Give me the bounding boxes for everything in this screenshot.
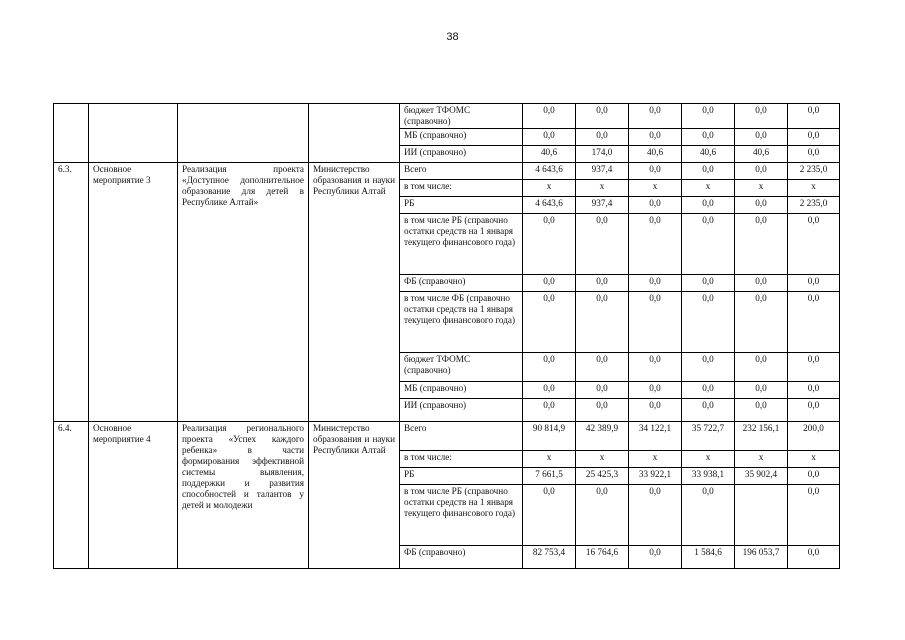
funding-source-cell: в том числе:	[400, 180, 523, 197]
value-cell-5: 196 053,7	[735, 546, 788, 569]
funding-source-cell: МБ (справочно)	[400, 129, 523, 146]
cell-type-continued	[89, 104, 178, 163]
value-cell-3: 0,0	[629, 129, 682, 146]
value-cell-2: 42 389,9	[576, 422, 629, 451]
section-description: Реализация регионального проекта «Успех каждого ребенка» в части формирования эффективной системы выявления, поддержки и развития способностей и талантов у детей и молодежи	[178, 422, 309, 569]
value-cell-2: 0,0	[576, 104, 629, 129]
table-row	[54, 163, 840, 180]
cell-number-continued	[54, 104, 89, 163]
value-cell-2: 937,4	[576, 197, 629, 214]
value-cell-3: 33 922,1	[629, 468, 682, 485]
value-cell-3: 0,0	[629, 382, 682, 399]
value-cell-5	[735, 485, 788, 546]
section-description: Реализация проекта «Доступное дополнительное образование для детей в Республике Алтай»	[178, 163, 309, 422]
value-cell-3: 0,0	[629, 485, 682, 546]
value-cell-2: 0,0	[576, 292, 629, 353]
value-cell-1: x	[523, 180, 576, 197]
value-cell-1: 0,0	[523, 353, 576, 382]
value-cell-4: 35 722,7	[682, 422, 735, 451]
funding-source-cell: в том числе РБ (справочно остатки средств на 1 января текущего финансового года)	[400, 485, 523, 546]
section-type: Основное мероприятие 3	[89, 163, 178, 422]
value-cell-2: 0,0	[576, 275, 629, 292]
value-cell-6: 0,0	[788, 292, 840, 353]
value-cell-4: 0,0	[682, 214, 735, 275]
value-cell-3: 0,0	[629, 353, 682, 382]
value-cell-5: 0,0	[735, 129, 788, 146]
value-cell-2: 937,4	[576, 163, 629, 180]
value-cell-6: x	[788, 451, 840, 468]
page-number: 38	[446, 31, 459, 43]
value-cell-5: x	[735, 451, 788, 468]
value-cell-1: 90 814,9	[523, 422, 576, 451]
value-cell-1: 4 643,6	[523, 163, 576, 180]
value-cell-5: x	[735, 180, 788, 197]
funding-source-cell: в том числе ФБ (справочно остатки средств на 1 января текущего финансового года)	[400, 292, 523, 353]
section-executor: Министерство образования и науки Республики Алтай	[309, 163, 400, 422]
value-cell-3: 0,0	[629, 546, 682, 569]
value-cell-3: 40,6	[629, 146, 682, 163]
value-cell-6: 0,0	[788, 485, 840, 546]
value-cell-5: 0,0	[735, 292, 788, 353]
budget-table	[53, 103, 840, 569]
value-cell-6: 0,0	[788, 399, 840, 422]
funding-source-cell: Всего	[400, 422, 523, 451]
value-cell-6: 0,0	[788, 353, 840, 382]
value-cell-4: x	[682, 180, 735, 197]
value-cell-6: 0,0	[788, 146, 840, 163]
value-cell-2: 16 764,6	[576, 546, 629, 569]
value-cell-6: 200,0	[788, 422, 840, 451]
value-cell-1: 0,0	[523, 382, 576, 399]
funding-source-cell: в том числе:	[400, 451, 523, 468]
value-cell-6: 0,0	[788, 382, 840, 399]
value-cell-3: 0,0	[629, 399, 682, 422]
value-cell-1: 40,6	[523, 146, 576, 163]
value-cell-4: 0,0	[682, 292, 735, 353]
value-cell-4: 40,6	[682, 146, 735, 163]
value-cell-2: 0,0	[576, 214, 629, 275]
value-cell-4: 0,0	[682, 104, 735, 129]
value-cell-4: 0,0	[682, 399, 735, 422]
value-cell-5: 40,6	[735, 146, 788, 163]
value-cell-2: 0,0	[576, 485, 629, 546]
value-cell-5: 0,0	[735, 214, 788, 275]
funding-source-cell: МБ (справочно)	[400, 382, 523, 399]
value-cell-3: 0,0	[629, 214, 682, 275]
value-cell-1: 0,0	[523, 104, 576, 129]
value-cell-4: 33 938,1	[682, 468, 735, 485]
value-cell-5: 0,0	[735, 382, 788, 399]
value-cell-5: 0,0	[735, 163, 788, 180]
value-cell-3: 0,0	[629, 197, 682, 214]
value-cell-1: 0,0	[523, 485, 576, 546]
value-cell-3: x	[629, 180, 682, 197]
funding-source-cell: ФБ (справочно)	[400, 275, 523, 292]
value-cell-5: 0,0	[735, 104, 788, 129]
value-cell-3: 0,0	[629, 104, 682, 129]
value-cell-4: 0,0	[682, 485, 735, 546]
value-cell-1: x	[523, 451, 576, 468]
funding-source-cell: бюджет ТФОМС (справочно)	[400, 353, 523, 382]
value-cell-6: 2 235,0	[788, 197, 840, 214]
value-cell-6: 0,0	[788, 129, 840, 146]
value-cell-6: 0,0	[788, 275, 840, 292]
value-cell-1: 0,0	[523, 129, 576, 146]
value-cell-5: 0,0	[735, 197, 788, 214]
cell-description-continued	[178, 104, 309, 163]
section-number: 6.4.	[54, 422, 89, 569]
value-cell-5: 0,0	[735, 399, 788, 422]
value-cell-3: 34 122,1	[629, 422, 682, 451]
value-cell-4: 1 584,6	[682, 546, 735, 569]
value-cell-5: 0,0	[735, 275, 788, 292]
value-cell-1: 82 753,4	[523, 546, 576, 569]
value-cell-2: 174,0	[576, 146, 629, 163]
value-cell-5: 232 156,1	[735, 422, 788, 451]
value-cell-6: 0,0	[788, 546, 840, 569]
value-cell-1: 7 661,5	[523, 468, 576, 485]
value-cell-2: 0,0	[576, 353, 629, 382]
value-cell-6: 0,0	[788, 104, 840, 129]
value-cell-1: 0,0	[523, 292, 576, 353]
value-cell-6: 0,0	[788, 468, 840, 485]
value-cell-2: x	[576, 180, 629, 197]
value-cell-1: 0,0	[523, 399, 576, 422]
value-cell-1: 0,0	[523, 214, 576, 275]
value-cell-2: 25 425,3	[576, 468, 629, 485]
value-cell-1: 4 643,6	[523, 197, 576, 214]
section-executor: Министерство образования и науки Республики Алтай	[309, 422, 400, 569]
value-cell-4: 0,0	[682, 382, 735, 399]
value-cell-4: 0,0	[682, 163, 735, 180]
value-cell-5: 0,0	[735, 353, 788, 382]
value-cell-4: 0,0	[682, 197, 735, 214]
value-cell-6: 2 235,0	[788, 163, 840, 180]
funding-source-cell: РБ	[400, 197, 523, 214]
value-cell-2: 0,0	[576, 382, 629, 399]
funding-source-cell: ИИ (справочно)	[400, 399, 523, 422]
table-body	[54, 104, 840, 569]
funding-source-cell: Всего	[400, 163, 523, 180]
funding-source-cell: в том числе РБ (справочно остатки средств на 1 января текущего финансового года)	[400, 214, 523, 275]
value-cell-2: 0,0	[576, 129, 629, 146]
value-cell-4: 0,0	[682, 129, 735, 146]
cell-executor-continued	[309, 104, 400, 163]
funding-source-cell: ФБ (справочно)	[400, 546, 523, 569]
section-number: 6.3.	[54, 163, 89, 422]
value-cell-5: 35 902,4	[735, 468, 788, 485]
value-cell-3: x	[629, 451, 682, 468]
value-cell-6: x	[788, 180, 840, 197]
value-cell-4: x	[682, 451, 735, 468]
table-row	[54, 422, 840, 451]
value-cell-4: 0,0	[682, 353, 735, 382]
value-cell-3: 0,0	[629, 275, 682, 292]
funding-source-cell: РБ	[400, 468, 523, 485]
value-cell-3: 0,0	[629, 163, 682, 180]
funding-source-cell: ИИ (справочно)	[400, 146, 523, 163]
value-cell-6: 0,0	[788, 214, 840, 275]
value-cell-2: 0,0	[576, 399, 629, 422]
section-type: Основное мероприятие 4	[89, 422, 178, 569]
table-row	[54, 104, 840, 129]
value-cell-2: x	[576, 451, 629, 468]
value-cell-4: 0,0	[682, 275, 735, 292]
value-cell-1: 0,0	[523, 275, 576, 292]
funding-source-cell: бюджет ТФОМС (справочно)	[400, 104, 523, 129]
value-cell-3: 0,0	[629, 292, 682, 353]
